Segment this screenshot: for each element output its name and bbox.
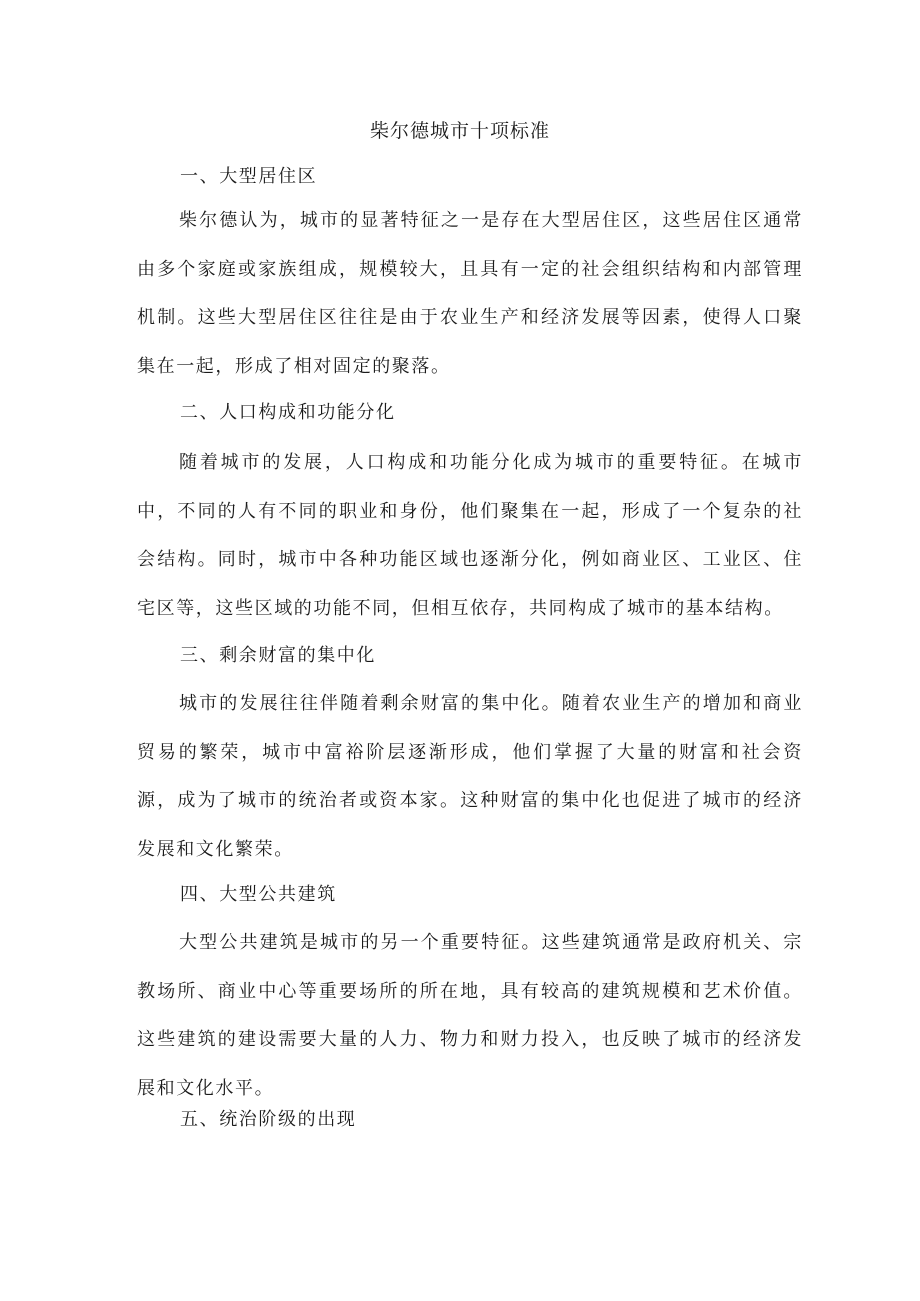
section-3-heading: 三、剩余财富的集中化: [180, 645, 376, 666]
section-2-heading: 二、人口构成和功能分化: [180, 402, 396, 423]
section-3-paragraph: 城市的发展往往伴随着剩余财富的集中化。随着农业生产的增加和商业贸易的繁荣，城市中富裕阶层逐渐形成，他们掌握了大量的财富和社会资源，成为了城市的统治者或资本家。这种财富的集中化也促进了城市的经济发展和文化繁荣。: [137, 693, 803, 860]
section-2-paragraph: 随着城市的发展，人口构成和功能分化成为城市的重要特征。在城市中，不同的人有不同的职业和身份，他们聚集在一起，形成了一个复杂的社会结构。同时，城市中各种功能区域也逐渐分化，例如商业区、工业区、住宅区等，这些区域的功能不同，但相互依存，共同构成了城市的基本结构。: [137, 452, 803, 619]
section-5-heading: 五、统治阶级的出现: [180, 1109, 357, 1130]
section-1-heading: 一、大型居住区: [180, 166, 318, 187]
section-4-paragraph: 大型公共建筑是城市的另一个重要特征。这些建筑通常是政府机关、宗教场所、商业中心等重要场所的所在地，具有较高的建筑规模和艺术价值。这些建筑的建设需要大量的人力、物力和财力投入，也反映了城市的经济发展和文化水平。: [137, 932, 803, 1099]
document-title: 柴尔德城市十项标准: [369, 120, 550, 142]
section-4-heading: 四、大型公共建筑: [180, 884, 337, 905]
section-1-paragraph: 柴尔德认为，城市的显著特征之一是存在大型居住区，这些居住区通常由多个家庭或家族组成，规模较大，且具有一定的社会组织结构和内部管理机制。这些大型居住区往往是由于农业生产和经济发展等因素，使得人口聚集在一起，形成了相对固定的聚落。: [137, 210, 803, 377]
